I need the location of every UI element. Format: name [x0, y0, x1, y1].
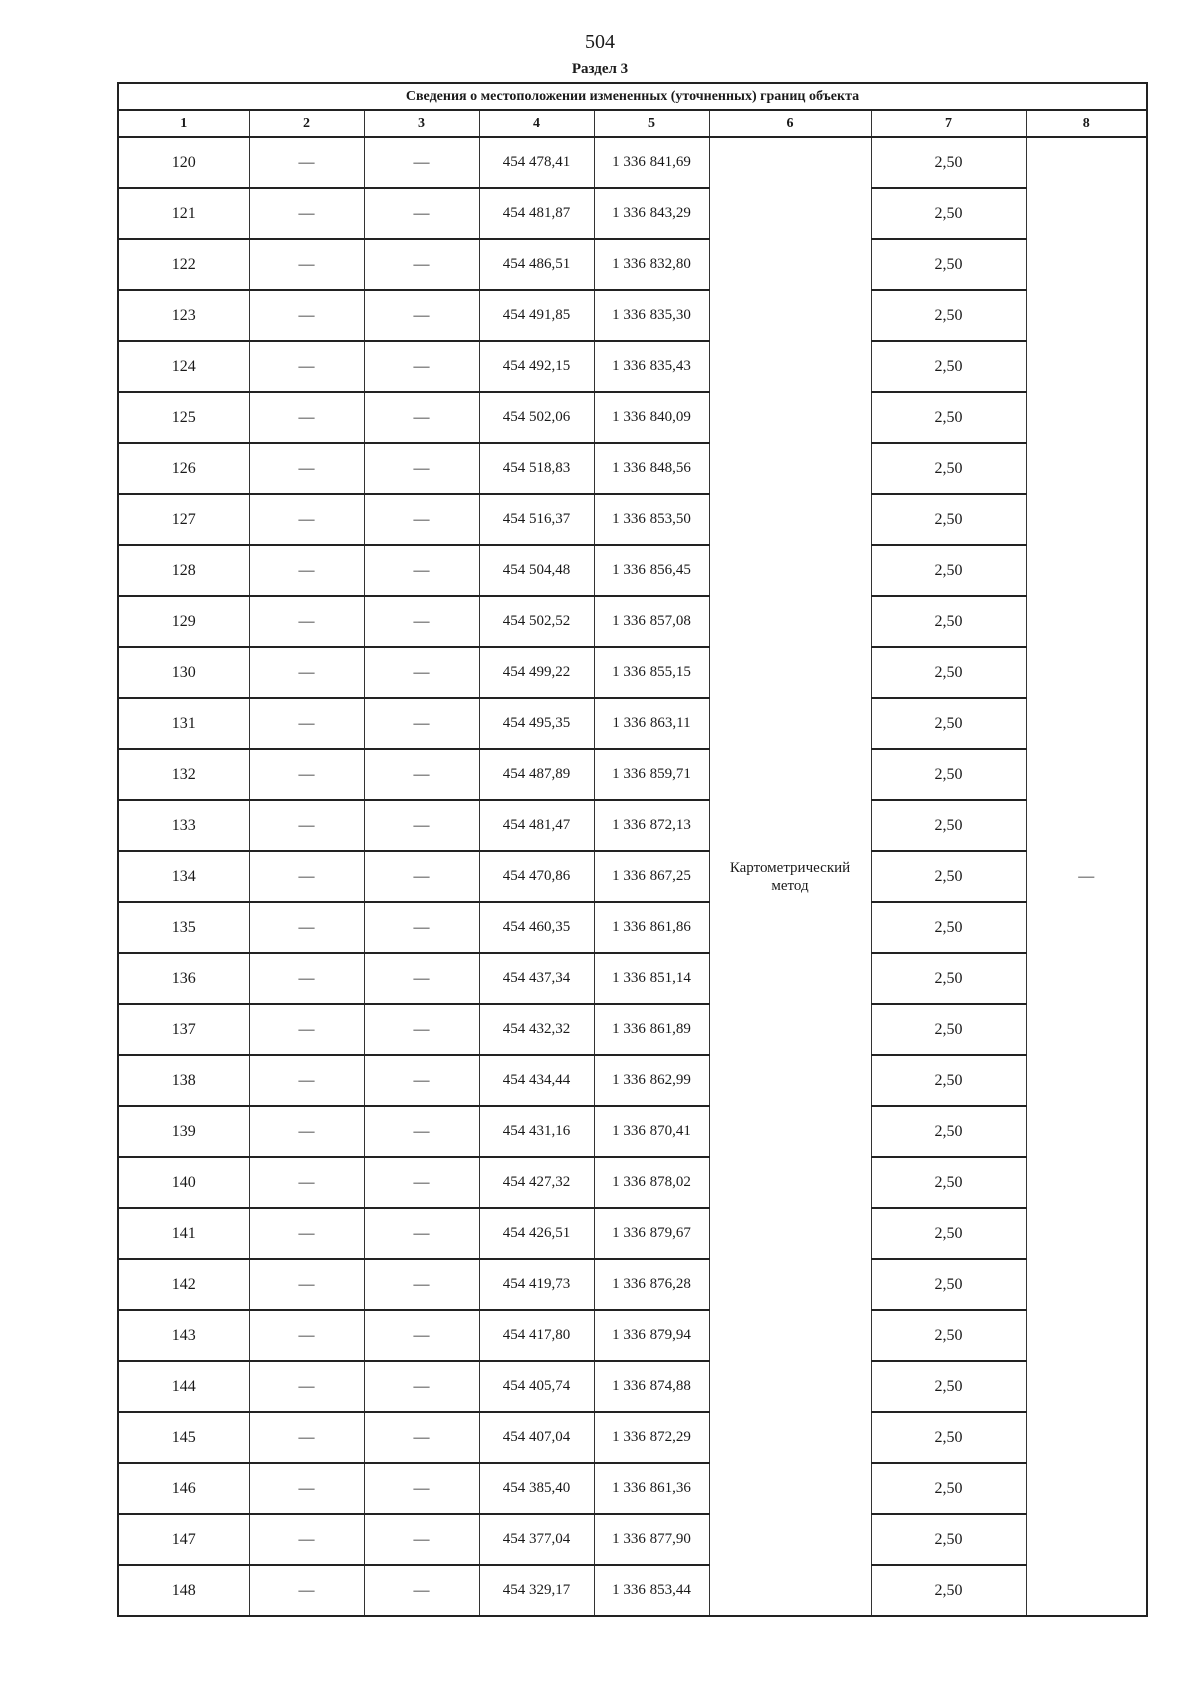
x-coordinate-cell: 454 385,40 [479, 1463, 594, 1514]
column-2-cell: — [249, 800, 364, 851]
column-2-cell: — [249, 341, 364, 392]
point-number-cell: 123 [118, 290, 249, 341]
column-3-cell: — [364, 1055, 479, 1106]
y-coordinate-cell: 1 336 857,08 [594, 596, 709, 647]
table-row [118, 1463, 1147, 1514]
precision-cell: 2,50 [871, 1106, 1026, 1157]
precision-cell: 2,50 [871, 596, 1026, 647]
column-2-cell: — [249, 188, 364, 239]
table-body [118, 137, 1147, 1616]
x-coordinate-cell: 454 502,06 [479, 392, 594, 443]
x-coordinate-cell: 454 481,87 [479, 188, 594, 239]
table-row [118, 1106, 1147, 1157]
point-number-cell: 138 [118, 1055, 249, 1106]
point-number-cell: 142 [118, 1259, 249, 1310]
precision-cell: 2,50 [871, 698, 1026, 749]
precision-cell: 2,50 [871, 1463, 1026, 1514]
table-row [118, 392, 1147, 443]
table-row [118, 1259, 1147, 1310]
point-number-cell: 141 [118, 1208, 249, 1259]
y-coordinate-cell: 1 336 870,41 [594, 1106, 709, 1157]
precision-cell: 2,50 [871, 188, 1026, 239]
x-coordinate-cell: 454 502,52 [479, 596, 594, 647]
precision-cell: 2,50 [871, 1259, 1026, 1310]
column-3-cell: — [364, 1310, 479, 1361]
point-number-cell: 145 [118, 1412, 249, 1463]
column-3-cell: — [364, 1514, 479, 1565]
column-2-cell: — [249, 1310, 364, 1361]
point-number-cell: 126 [118, 443, 249, 494]
point-number-cell: 128 [118, 545, 249, 596]
column-3-cell: — [364, 953, 479, 1004]
column-2-cell: — [249, 851, 364, 902]
column-2-cell: — [249, 1157, 364, 1208]
precision-cell: 2,50 [871, 1361, 1026, 1412]
precision-cell: 2,50 [871, 1208, 1026, 1259]
point-number-cell: 143 [118, 1310, 249, 1361]
point-number-cell: 131 [118, 698, 249, 749]
precision-cell: 2,50 [871, 341, 1026, 392]
point-number-cell: 130 [118, 647, 249, 698]
precision-cell: 2,50 [871, 953, 1026, 1004]
y-coordinate-cell: 1 336 841,69 [594, 137, 709, 188]
table-row [118, 1565, 1147, 1616]
point-number-cell: 125 [118, 392, 249, 443]
column-2-cell: — [249, 1412, 364, 1463]
table-caption: Сведения о местоположении измененных (уточненных) границ объекта [118, 83, 1147, 110]
y-coordinate-cell: 1 336 862,99 [594, 1055, 709, 1106]
column-2-cell: — [249, 1565, 364, 1616]
y-coordinate-cell: 1 336 867,25 [594, 851, 709, 902]
table-row [118, 137, 1147, 188]
point-number-cell: 135 [118, 902, 249, 953]
column-2-cell: — [249, 647, 364, 698]
point-number-cell: 132 [118, 749, 249, 800]
column-2-cell: — [249, 392, 364, 443]
point-number-cell: 136 [118, 953, 249, 1004]
point-number-cell: 144 [118, 1361, 249, 1412]
column-3-cell: — [364, 800, 479, 851]
column-2-cell: — [249, 137, 364, 188]
precision-cell: 2,50 [871, 1004, 1026, 1055]
precision-cell: 2,50 [871, 1157, 1026, 1208]
x-coordinate-cell: 454 419,73 [479, 1259, 594, 1310]
y-coordinate-cell: 1 336 835,30 [594, 290, 709, 341]
point-number-cell: 148 [118, 1565, 249, 1616]
table-row [118, 1310, 1147, 1361]
column-2-cell: — [249, 290, 364, 341]
table-row [118, 1361, 1147, 1412]
column-2-cell: — [249, 749, 364, 800]
y-coordinate-cell: 1 336 856,45 [594, 545, 709, 596]
precision-cell: 2,50 [871, 1412, 1026, 1463]
precision-cell: 2,50 [871, 137, 1026, 188]
column-2-cell: — [249, 545, 364, 596]
y-coordinate-cell: 1 336 877,90 [594, 1514, 709, 1565]
precision-cell: 2,50 [871, 443, 1026, 494]
column-number-1: 1 [118, 110, 249, 137]
x-coordinate-cell: 454 434,44 [479, 1055, 594, 1106]
column-3-cell: — [364, 392, 479, 443]
table-row [118, 749, 1147, 800]
x-coordinate-cell: 454 499,22 [479, 647, 594, 698]
column-2-cell: — [249, 698, 364, 749]
y-coordinate-cell: 1 336 832,80 [594, 239, 709, 290]
column-3-cell: — [364, 494, 479, 545]
column-3-cell: — [364, 443, 479, 494]
column-2-cell: — [249, 1106, 364, 1157]
table-row [118, 596, 1147, 647]
y-coordinate-cell: 1 336 879,94 [594, 1310, 709, 1361]
y-coordinate-cell: 1 336 840,09 [594, 392, 709, 443]
column-3-cell: — [364, 239, 479, 290]
precision-cell: 2,50 [871, 239, 1026, 290]
y-coordinate-cell: 1 336 859,71 [594, 749, 709, 800]
x-coordinate-cell: 454 432,32 [479, 1004, 594, 1055]
column-3-cell: — [364, 1259, 479, 1310]
point-number-cell: 146 [118, 1463, 249, 1514]
x-coordinate-cell: 454 427,32 [479, 1157, 594, 1208]
y-coordinate-cell: 1 336 879,67 [594, 1208, 709, 1259]
precision-cell: 2,50 [871, 800, 1026, 851]
column-2-cell: — [249, 953, 364, 1004]
boundary-coordinates-table [117, 82, 1148, 1617]
column-number-3: 3 [364, 110, 479, 137]
point-number-cell: 120 [118, 137, 249, 188]
point-number-cell: 139 [118, 1106, 249, 1157]
precision-cell: 2,50 [871, 494, 1026, 545]
column-3-cell: — [364, 545, 479, 596]
column-3-cell: — [364, 341, 479, 392]
table-row [118, 647, 1147, 698]
column-3-cell: — [364, 1361, 479, 1412]
column-number-5: 5 [594, 110, 709, 137]
table-row [118, 1055, 1147, 1106]
x-coordinate-cell: 454 491,85 [479, 290, 594, 341]
point-number-cell: 127 [118, 494, 249, 545]
table-row [118, 188, 1147, 239]
column-3-cell: — [364, 1463, 479, 1514]
y-coordinate-cell: 1 336 853,50 [594, 494, 709, 545]
column-8-cell: — [1026, 137, 1147, 1616]
y-coordinate-cell: 1 336 861,36 [594, 1463, 709, 1514]
x-coordinate-cell: 454 407,04 [479, 1412, 594, 1463]
precision-cell: 2,50 [871, 545, 1026, 596]
table-row [118, 1514, 1147, 1565]
column-3-cell: — [364, 1412, 479, 1463]
x-coordinate-cell: 454 377,04 [479, 1514, 594, 1565]
y-coordinate-cell: 1 336 851,14 [594, 953, 709, 1004]
x-coordinate-cell: 454 504,48 [479, 545, 594, 596]
column-2-cell: — [249, 1259, 364, 1310]
y-coordinate-cell: 1 336 848,56 [594, 443, 709, 494]
table-row [118, 698, 1147, 749]
precision-cell: 2,50 [871, 902, 1026, 953]
y-coordinate-cell: 1 336 853,44 [594, 1565, 709, 1616]
table-row [118, 800, 1147, 851]
column-2-cell: — [249, 443, 364, 494]
point-number-cell: 137 [118, 1004, 249, 1055]
y-coordinate-cell: 1 336 843,29 [594, 188, 709, 239]
column-3-cell: — [364, 1106, 479, 1157]
section-title: Раздел 3 [571, 61, 629, 77]
x-coordinate-cell: 454 405,74 [479, 1361, 594, 1412]
point-number-cell: 122 [118, 239, 249, 290]
y-coordinate-cell: 1 336 878,02 [594, 1157, 709, 1208]
y-coordinate-cell: 1 336 855,15 [594, 647, 709, 698]
column-3-cell: — [364, 902, 479, 953]
table-row [118, 494, 1147, 545]
y-coordinate-cell: 1 336 835,43 [594, 341, 709, 392]
column-3-cell: — [364, 647, 479, 698]
method-cell: Картометрический метод [709, 137, 871, 1616]
y-coordinate-cell: 1 336 872,13 [594, 800, 709, 851]
y-coordinate-cell: 1 336 876,28 [594, 1259, 709, 1310]
point-number-cell: 133 [118, 800, 249, 851]
column-3-cell: — [364, 1157, 479, 1208]
precision-cell: 2,50 [871, 1565, 1026, 1616]
column-2-cell: — [249, 1208, 364, 1259]
column-2-cell: — [249, 1361, 364, 1412]
table-row [118, 1157, 1147, 1208]
column-2-cell: — [249, 494, 364, 545]
column-number-4: 4 [479, 110, 594, 137]
x-coordinate-cell: 454 495,35 [479, 698, 594, 749]
point-number-cell: 124 [118, 341, 249, 392]
point-number-cell: 129 [118, 596, 249, 647]
table-row [118, 545, 1147, 596]
precision-cell: 2,50 [871, 851, 1026, 902]
column-3-cell: — [364, 1004, 479, 1055]
precision-cell: 2,50 [871, 290, 1026, 341]
y-coordinate-cell: 1 336 874,88 [594, 1361, 709, 1412]
x-coordinate-cell: 454 487,89 [479, 749, 594, 800]
x-coordinate-cell: 454 437,34 [479, 953, 594, 1004]
table-row [118, 953, 1147, 1004]
precision-cell: 2,50 [871, 749, 1026, 800]
x-coordinate-cell: 454 492,15 [479, 341, 594, 392]
x-coordinate-cell: 454 470,86 [479, 851, 594, 902]
table-row [118, 851, 1147, 902]
table-row [118, 902, 1147, 953]
column-2-cell: — [249, 1055, 364, 1106]
column-number-7: 7 [871, 110, 1026, 137]
column-3-cell: — [364, 749, 479, 800]
x-coordinate-cell: 454 431,16 [479, 1106, 594, 1157]
x-coordinate-cell: 454 518,83 [479, 443, 594, 494]
x-coordinate-cell: 454 478,41 [479, 137, 594, 188]
point-number-cell: 134 [118, 851, 249, 902]
page-number: 504 [585, 31, 615, 53]
x-coordinate-cell: 454 417,80 [479, 1310, 594, 1361]
x-coordinate-cell: 454 486,51 [479, 239, 594, 290]
column-number-6: 6 [709, 110, 871, 137]
x-coordinate-cell: 454 481,47 [479, 800, 594, 851]
table-row [118, 443, 1147, 494]
column-2-cell: — [249, 239, 364, 290]
column-3-cell: — [364, 1565, 479, 1616]
column-3-cell: — [364, 698, 479, 749]
column-3-cell: — [364, 290, 479, 341]
table-row [118, 239, 1147, 290]
y-coordinate-cell: 1 336 863,11 [594, 698, 709, 749]
point-number-cell: 147 [118, 1514, 249, 1565]
x-coordinate-cell: 454 516,37 [479, 494, 594, 545]
point-number-cell: 140 [118, 1157, 249, 1208]
precision-cell: 2,50 [871, 647, 1026, 698]
x-coordinate-cell: 454 460,35 [479, 902, 594, 953]
column-number-2: 2 [249, 110, 364, 137]
x-coordinate-cell: 454 329,17 [479, 1565, 594, 1616]
column-2-cell: — [249, 1463, 364, 1514]
column-3-cell: — [364, 851, 479, 902]
table-row [118, 290, 1147, 341]
precision-cell: 2,50 [871, 1310, 1026, 1361]
precision-cell: 2,50 [871, 1514, 1026, 1565]
point-number-cell: 121 [118, 188, 249, 239]
y-coordinate-cell: 1 336 861,89 [594, 1004, 709, 1055]
precision-cell: 2,50 [871, 1055, 1026, 1106]
table-row [118, 341, 1147, 392]
column-2-cell: — [249, 596, 364, 647]
column-number-8: 8 [1026, 110, 1147, 137]
column-2-cell: — [249, 1004, 364, 1055]
column-3-cell: — [364, 188, 479, 239]
table-row [118, 1004, 1147, 1055]
table-row [118, 1412, 1147, 1463]
column-3-cell: — [364, 1208, 479, 1259]
y-coordinate-cell: 1 336 872,29 [594, 1412, 709, 1463]
y-coordinate-cell: 1 336 861,86 [594, 902, 709, 953]
precision-cell: 2,50 [871, 392, 1026, 443]
column-2-cell: — [249, 902, 364, 953]
x-coordinate-cell: 454 426,51 [479, 1208, 594, 1259]
column-2-cell: — [249, 1514, 364, 1565]
column-3-cell: — [364, 137, 479, 188]
table-row [118, 1208, 1147, 1259]
column-3-cell: — [364, 596, 479, 647]
